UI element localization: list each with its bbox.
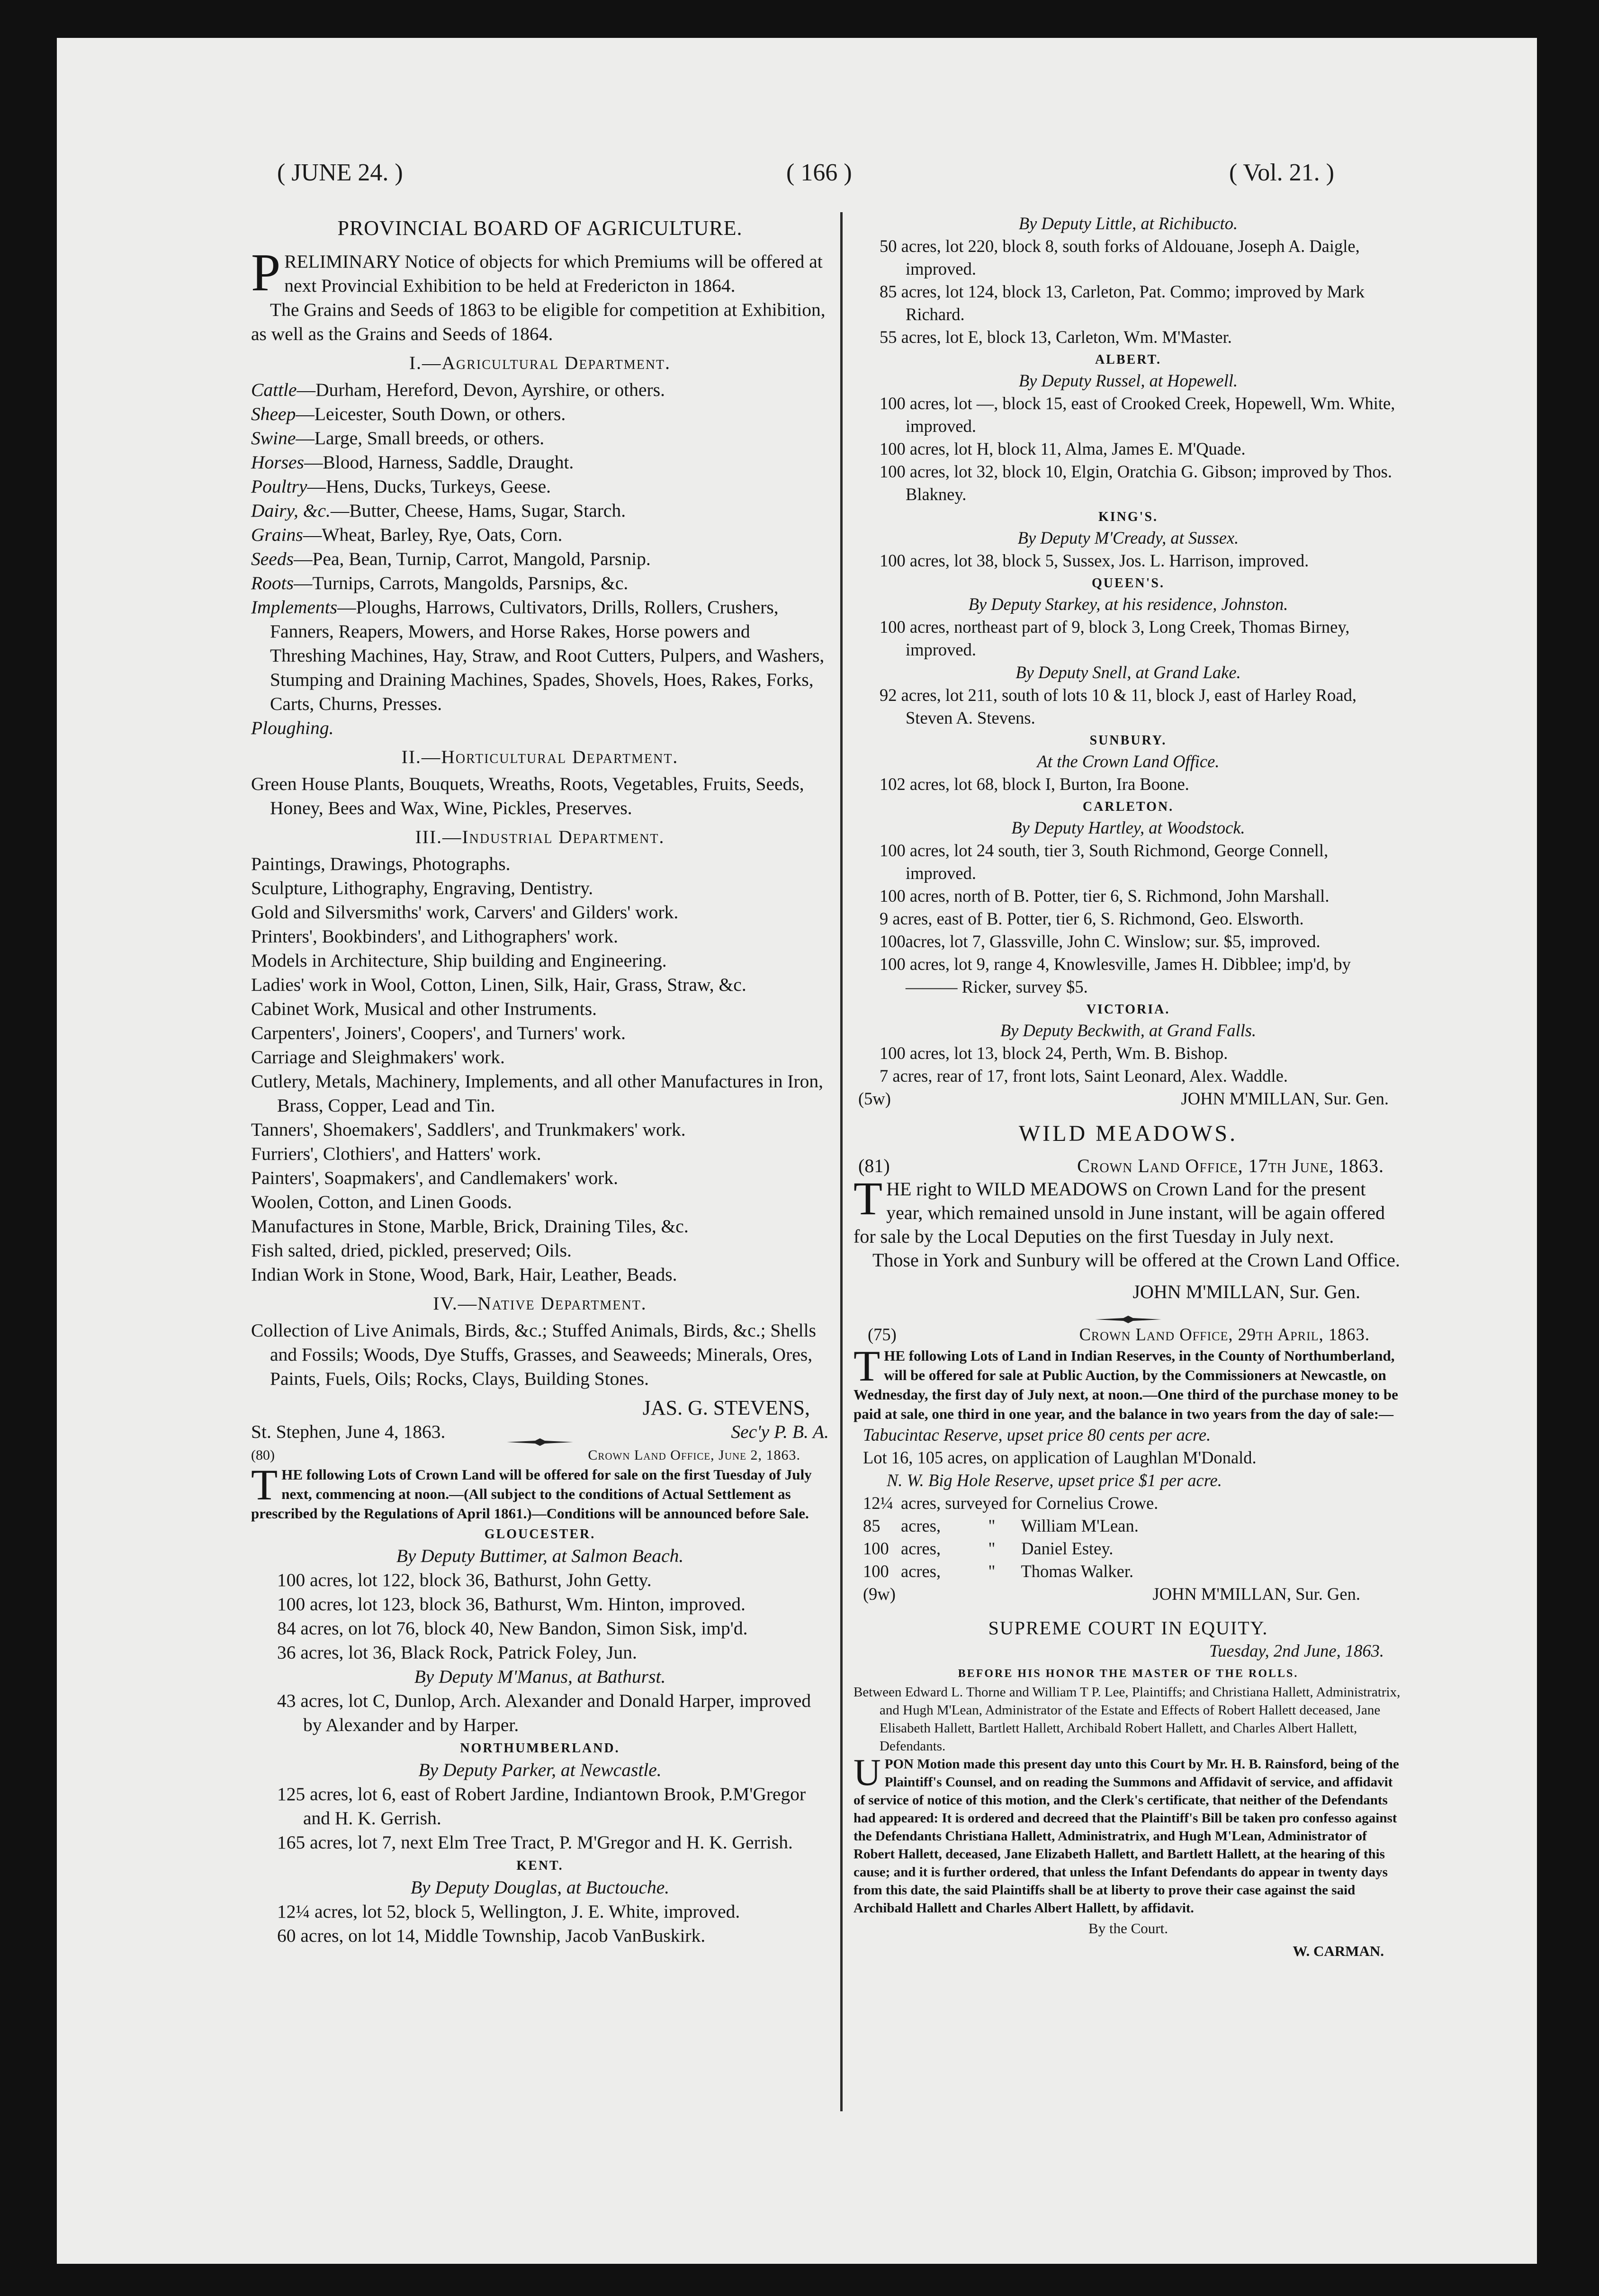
land-lot: 100 acres, lot 123, block 36, Bathurst, Wm. Hinton, improved. [277, 1594, 746, 1614]
agri-item-key: Swine [251, 428, 296, 448]
agri-item-value: —Leicester, South Down, or others. [296, 404, 566, 424]
land-lot: 43 acres, lot C, Dunlop, Arch. Alexander and Donald Harper, improved by Alexander and by Harper. [277, 1690, 811, 1735]
agri-item-value: —Large, Small breeds, or others. [296, 428, 545, 448]
notice-number: (81) [858, 1155, 890, 1176]
agri-item-key: Seeds [251, 548, 294, 569]
signature-block-3 [853, 1583, 1403, 1605]
page-number: ( 166 ) [786, 159, 852, 186]
court-before: BEFORE HIS HONOR THE MASTER OF THE ROLLS. [958, 1668, 1299, 1680]
left-column [251, 212, 829, 1948]
dropcap: T [853, 1342, 880, 1390]
dropcap: U [853, 1752, 881, 1794]
wild-meadows-text-2: Those in York and Sunbury will be offered at the Crown Land Office. [872, 1249, 1400, 1271]
deputy-douglas: By Deputy Douglas, at Buctouche. [410, 1877, 670, 1898]
agri-item-value: —Ploughs, Harrows, Cultivators, Drills, Rollers, Crushers, Fanners, Reapers, Mowers, and Horse Rakes, Horse powers and Threshing Machines, Hay, Straw, and Root Cutters, Pulpers, and Washers, Stumping and Draining Machines, Spades, Shovels, Hoes, Rakes, Forks, Carts, Churns, Presses. [270, 597, 825, 714]
county-carleton: CARLETON. [1082, 799, 1174, 814]
court-parties: Between Edward L. Thorne and William T P. Lee, Plaintiffs; and Christiana Hallett, Administratrix, and Hugh M'Lean, Administrator of the Estate and Effects of Robert Hallett deceased, Jane Elisabeth Hallett, Bartlett Hallett, Archibald Robert Hallett, and Charles Albert Hallett, Defendants. [853, 1685, 1401, 1754]
reserve-lot-acres: 85 [863, 1516, 880, 1535]
land-lot: 100 acres, lot H, block 11, Alma, James E. M'Quade. [880, 439, 1246, 458]
deputy-mmanus: By Deputy M'Manus, at Bathurst. [414, 1666, 666, 1687]
land-lot: 55 acres, lot E, block 13, Carleton, Wm. M'Master. [880, 327, 1232, 347]
dept-heading-native: IV.—Native Department. [433, 1293, 647, 1314]
industrial-item: Paintings, Drawings, Photographs. [251, 853, 511, 874]
agri-item-key: Dairy, &c. [251, 500, 331, 521]
albert-lots [853, 392, 1403, 506]
industrial-item: Indian Work in Stone, Wood, Bark, Hair, Leather, Beads. [251, 1264, 677, 1285]
notice-75-text [853, 1342, 1403, 1424]
intro-paragraph [251, 243, 829, 302]
agri-item-key: Sheep [251, 404, 296, 424]
dropcap: T [853, 1172, 883, 1225]
industrial-item: Furriers', Clothiers', and Hatters' work. [251, 1143, 541, 1164]
land-lot: 165 acres, lot 7, next Elm Tree Tract, P. M'Gregor and H. K. Gerrish. [277, 1832, 793, 1853]
notice-number: (75) [868, 1325, 897, 1344]
land-lot: 7 acres, rear of 17, front lots, Saint Leonard, Alex. Waddle. [880, 1066, 1288, 1085]
notice-number: (9w) [863, 1584, 896, 1604]
horticultural-text: Green House Plants, Bouquets, Wreaths, Roots, Vegetables, Fruits, Seeds, Honey, Bees and Wax, Wine, Pickles, Preserves. [251, 773, 804, 818]
industrial-item: Cutlery, Metals, Machinery, Implements, and all other Manufactures in Iron, Brass, Copper, Lead and Tin. [251, 1071, 824, 1116]
notice-office: Crown Land Office, 17th June, 1863. [1077, 1155, 1384, 1176]
agri-item-key: Grains [251, 524, 303, 545]
agri-item-value: —Durham, Hereford, Devon, Ayrshire, or others. [296, 379, 665, 400]
agri-item [251, 475, 829, 499]
signature-name: JAS. G. STEVENS, [642, 1396, 810, 1419]
county-kent: KENT. [516, 1858, 564, 1873]
dept-heading-industrial: III.—Industrial Department. [415, 826, 665, 847]
reserve-lot-acres: 100 [863, 1539, 889, 1558]
industrial-item: Tanners', Shoemakers', Saddlers', and Trunkmakers' work. [251, 1119, 686, 1140]
industrial-item: Painters', Soapmakers', and Candlemakers' work. [251, 1167, 618, 1188]
land-lot: 100 acres, lot 9, range 4, Knowlesville, James H. Dibblee; imp'd, by ——— Ricker, survey $5. [880, 954, 1351, 996]
ornament-rule [853, 1306, 1403, 1320]
notice-number: (80) [251, 1447, 275, 1463]
ornament-rule [507, 1438, 573, 1446]
land-lot: 36 acres, lot 36, Black Rock, Patrick Foley, Jun. [277, 1642, 637, 1663]
sunbury-lots [853, 773, 1403, 796]
agri-item [251, 450, 829, 475]
reserve-lot-row [853, 1560, 1403, 1583]
agri-item-value: —Blood, Harness, Saddle, Draught. [304, 452, 574, 473]
agri-item [251, 595, 829, 716]
land-lot: 100 acres, north of B. Potter, tier 6, S. Richmond, John Marshall. [880, 886, 1330, 906]
reserve-lot-desc: acres, " William M'Lean. [901, 1516, 1139, 1535]
reserve-lot-acres: 100 [863, 1561, 889, 1581]
agri-item-key: Cattle [251, 379, 297, 400]
agri-item-value: —Hens, Ducks, Turkeys, Geese. [307, 476, 551, 497]
signature-name: JOHN M'MILLAN, Sur. Gen. [1132, 1281, 1360, 1302]
deputy-starkey: By Deputy Starkey, at his residence, Johnston. [968, 594, 1288, 614]
agri-item [251, 378, 829, 402]
land-lot: 100 acres, northeast part of 9, block 3, Long Creek, Thomas Birney, improved. [880, 617, 1350, 659]
court-order-body: PON Motion made this present day unto this Court by Mr. H. B. Rainsford, being of the Plaintiff's Counsel, and on reading the Summons and Affidavit of service, and affidavit of service of notice of this motion, and the Clerk's certificate, that neither of the Defendants had appeared: It is ordered and decreed that the Plaintiff's Bill be taken pro confesso against the Defendants Christiana Hallett, Administratrix, and Hugh M'Lean, Administrator of Robert Hallett, deceased, Jane Elizabeth Hallett, and Bartlett Hallett, at the hearing of this cause; and it is further ordered, that unless the Infant Defendants do appear in twenty days from this date, the said Plaintiffs shall be at liberty to prove their case against the said Archibald Hallett and Charles Albert Hallett, by affidavit. [853, 1757, 1399, 1916]
agri-item-key: Poultry [251, 476, 307, 497]
gloucester-lots-2 [251, 1689, 829, 1737]
land-lot: 100 acres, lot 32, block 10, Elgin, Oratchia G. Gibson; improved by Thos. Blakney. [880, 462, 1392, 504]
land-lot: 92 acres, lot 211, south of lots 10 & 11, block J, east of Harley Road, Steven A. Stevens. [880, 685, 1356, 727]
land-lot: 9 acres, east of B. Potter, tier 6, S. Richmond, Geo. Elsworth. [880, 909, 1304, 928]
county-northumberland: NORTHUMBERLAND. [460, 1741, 620, 1756]
land-lot: 100 acres, lot 38, block 5, Sussex, Jos. L. Harrison, improved. [880, 551, 1309, 570]
county-queens: QUEEN'S. [1092, 576, 1165, 591]
signature-name: JOHN M'MILLAN, Sur. Gen. [1181, 1089, 1389, 1108]
agricultural-list [251, 378, 829, 716]
wild-meadows-text [853, 1172, 1403, 1248]
agri-item [251, 571, 829, 595]
signature-name: JOHN M'MILLAN, Sur. Gen. [1152, 1584, 1360, 1604]
signature-title: Sec'y P. B. A. [731, 1421, 829, 1442]
agri-item [251, 426, 829, 450]
notice-75-header [853, 1323, 1403, 1346]
agri-item-value: —Butter, Cheese, Hams, Sugar, Starch. [330, 500, 626, 521]
queens-lots [853, 616, 1403, 661]
kent-lots-richibucto [853, 235, 1403, 349]
deputy-snell: By Deputy Snell, at Grand Lake. [1015, 663, 1241, 682]
reserve-lot-row [853, 1515, 1403, 1537]
northumberland-lots [251, 1782, 829, 1855]
industrial-item: Carpenters', Joiners', Coopers', and Turners' work. [251, 1022, 626, 1043]
agri-item [251, 547, 829, 571]
agri-item-key: Implements [251, 597, 338, 618]
industrial-item: Ladies' work in Wool, Cotton, Linen, Silk, Hair, Grass, Straw, &c. [251, 974, 746, 995]
reserve-lot-acres: 12¼ [863, 1493, 893, 1513]
court-date: Tuesday, 2nd June, 1863. [1209, 1641, 1384, 1660]
industrial-item: Printers', Bookbinders', and Lithographers' work. [251, 926, 619, 947]
deputy-hartley: By Deputy Hartley, at Woodstock. [1011, 818, 1245, 837]
signature-block-1 [853, 1087, 1403, 1110]
county-albert: ALBERT. [1095, 352, 1162, 367]
kent-lots [251, 1900, 829, 1948]
county-victoria: VICTORIA. [1086, 1002, 1170, 1017]
industrial-item: Manufactures in Stone, Marble, Brick, Draining Tiles, &c. [251, 1216, 689, 1237]
nw-reserve: N. W. Big Hole Reserve, upset price $1 per acre. [887, 1471, 1222, 1490]
notice-75-body: HE following Lots of Land in Indian Reserves, in the County of Northumberland, will be offered for sale at Public Auction, by the Commissioners at Newcastle, on Wednesday, the first day of July next, at noon.—One third of the purchase money to be paid at sale, one third in one year, and the balance in two years from the day of sale:— [853, 1347, 1398, 1422]
court-order [853, 1752, 1403, 1917]
gloucester-lots [251, 1568, 829, 1665]
industrial-item: Sculpture, Lithography, Engraving, Dentistry. [251, 878, 593, 898]
industrial-item: Models in Architecture, Ship building and Engineering. [251, 950, 667, 971]
carleton-lots [853, 839, 1403, 998]
wild-meadows-body: HE right to WILD MEADOWS on Crown Land for the present year, which remained unsold in June instant, will be again offered for sale by the Local Deputies on the first Tuesday in July next. [853, 1178, 1385, 1247]
industrial-item: Fish salted, dried, pickled, preserved; Oils. [251, 1240, 572, 1261]
reserve-lot-desc: acres, surveyed for Cornelius Crowe. [901, 1493, 1159, 1513]
industrial-item: Carriage and Sleighmakers' work. [251, 1047, 505, 1067]
kings-lots [853, 549, 1403, 572]
county-kings: KING'S. [1098, 510, 1159, 524]
industrial-item: Cabinet Work, Musical and other Instruments. [251, 998, 597, 1019]
reserve-lot-row [853, 1537, 1403, 1560]
industrial-item: Gold and Silversmiths' work, Carvers' and Gilders' work. [251, 902, 679, 923]
land-lot: 85 acres, lot 124, block 13, Carleton, Pat. Commo; improved by Mark Richard. [880, 282, 1365, 324]
notice-80-body: HE following Lots of Crown Land will be offered for sale on the first Tuesday of July next, commencing at noon.—(All subject to the conditions of Actual Settlement as prescribed by the Regulations of April 1861.)—Conditions will be announced before Sale. [251, 1466, 812, 1522]
dropcap: P [251, 243, 281, 302]
agri-item [251, 523, 829, 547]
court-by: By the Court. [1088, 1920, 1168, 1937]
deputy-beckwith: By Deputy Beckwith, at Grand Falls. [1000, 1021, 1257, 1040]
wild-meadows-title: WILD MEADOWS. [1018, 1121, 1238, 1146]
court-signature: W. CARMAN. [1293, 1943, 1384, 1959]
land-lot: 84 acres, on lot 76, block 40, New Bandon, Simon Sisk, imp'd. [277, 1618, 748, 1639]
land-lot: 102 acres, lot 68, block I, Burton, Ira Boone. [880, 774, 1189, 794]
notice-number: (5w) [858, 1089, 891, 1108]
tabucintac-reserve: Tabucintac Reserve, upset price 80 cents per acre. [863, 1425, 1211, 1444]
agri-item-key: Horses [251, 452, 304, 473]
land-lot: 100acres, lot 7, Glassville, John C. Winslow; sur. $5, improved. [880, 932, 1321, 951]
agri-item [251, 499, 829, 523]
land-lot: 100 acres, lot 122, block 36, Bathurst, John Getty. [277, 1570, 652, 1590]
industrial-list [251, 852, 829, 1287]
agri-item-value: —Turnips, Carrots, Mangolds, Parsnips, &c. [293, 573, 629, 593]
notice-office: Crown Land Office, June 2, 1863. [588, 1447, 800, 1463]
deputy-mcready: By Deputy M'Cready, at Sussex. [1017, 528, 1239, 547]
dept-heading-horticultural: II.—Horticultural Department. [401, 746, 679, 767]
reserve-lot-row [853, 1492, 1403, 1515]
notice-80-header [251, 1446, 829, 1465]
land-lot: 12¼ acres, lot 52, block 5, Wellington, J. E. White, improved. [277, 1901, 740, 1922]
land-lot: 100 acres, lot 13, block 24, Perth, Wm. B. Bishop. [880, 1043, 1228, 1063]
issue-date: ( JUNE 24. ) [277, 159, 403, 186]
agri-item-value: —Wheat, Barley, Rye, Oats, Corn. [303, 524, 563, 545]
land-lot: 100 acres, lot 24 south, tier 3, South Richmond, George Connell, improved. [880, 841, 1329, 883]
deputy-buttimer: By Deputy Buttimer, at Salmon Beach. [396, 1545, 684, 1566]
reserve-lot-desc: acres, " Thomas Walker. [901, 1561, 1134, 1581]
land-lot: 125 acres, lot 6, east of Robert Jardine, Indiantown Brook, P.M'Gregor and H. K. Gerrish. [277, 1784, 806, 1829]
wild-meadows-header [853, 1155, 1403, 1177]
agri-item-key: Roots [251, 573, 294, 593]
notice-80-text [251, 1461, 829, 1523]
agri-item [251, 402, 829, 426]
native-text: Collection of Live Animals, Birds, &c.; Stuffed Animals, Birds, &c.; Shells and Fossils; Woods, Dye Stuffs, Grasses, and Seaweeds; Minerals, Ores, Paints, Fuels, Oils; Rocks, Clays, Building Stones. [251, 1320, 816, 1389]
dept-heading-agricultural: I.—Agricultural Department. [409, 352, 671, 373]
notice-office: Crown Land Office, 29th April, 1863. [1079, 1325, 1370, 1344]
queens-lots-2 [853, 684, 1403, 729]
intro-text: RELIMINARY Notice of objects for which Premiums will be offered at next Provincial Exhibition to be held at Fredericton in 1864. [284, 251, 823, 296]
land-lot: 50 acres, lot 220, block 8, south forks of Aldouane, Joseph A. Daigle, improved. [880, 236, 1360, 278]
land-lot: 60 acres, on lot 14, Middle Township, Jacob VanBuskirk. [277, 1925, 706, 1946]
dropcap: T [251, 1461, 278, 1509]
deputy-little: By Deputy Little, at Richibucto. [1018, 214, 1238, 233]
deputy-parker: By Deputy Parker, at Newcastle. [418, 1759, 662, 1780]
reserve-lot-desc: acres, " Daniel Estey. [901, 1539, 1114, 1558]
county-gloucester: GLOUCESTER. [484, 1527, 596, 1542]
ploughing-item: Ploughing. [251, 718, 334, 738]
crown-land-office-line: At the Crown Land Office. [1037, 752, 1220, 771]
tabucintac-lot: Lot 16, 105 acres, on application of Laughlan M'Donald. [863, 1448, 1257, 1467]
signature-place: St. Stephen, June 4, 1863. [251, 1421, 446, 1442]
volume-number: ( Vol. 21. ) [1229, 159, 1334, 186]
industrial-item: Woolen, Cotton, and Linen Goods. [251, 1192, 512, 1212]
intro-paragraph-2: The Grains and Seeds of 1863 to be eligible for competition at Exhibition, as well as the Grains and Seeds of 1864. [251, 299, 826, 344]
right-column [835, 212, 1403, 1963]
victoria-lots [853, 1042, 1403, 1087]
agri-item-value: —Pea, Bean, Turnip, Carrot, Mangold, Parsnip. [293, 548, 651, 569]
court-title: SUPREME COURT IN EQUITY. [988, 1617, 1268, 1639]
county-sunbury: SUNBURY. [1089, 733, 1167, 748]
nw-reserve-lots [853, 1492, 1403, 1583]
land-lot: 100 acres, lot —, block 15, east of Crooked Creek, Hopewell, Wm. White, improved. [880, 394, 1395, 436]
deputy-russel: By Deputy Russel, at Hopewell. [1018, 371, 1238, 390]
board-title: PROVINCIAL BOARD OF AGRICULTURE. [337, 216, 743, 240]
